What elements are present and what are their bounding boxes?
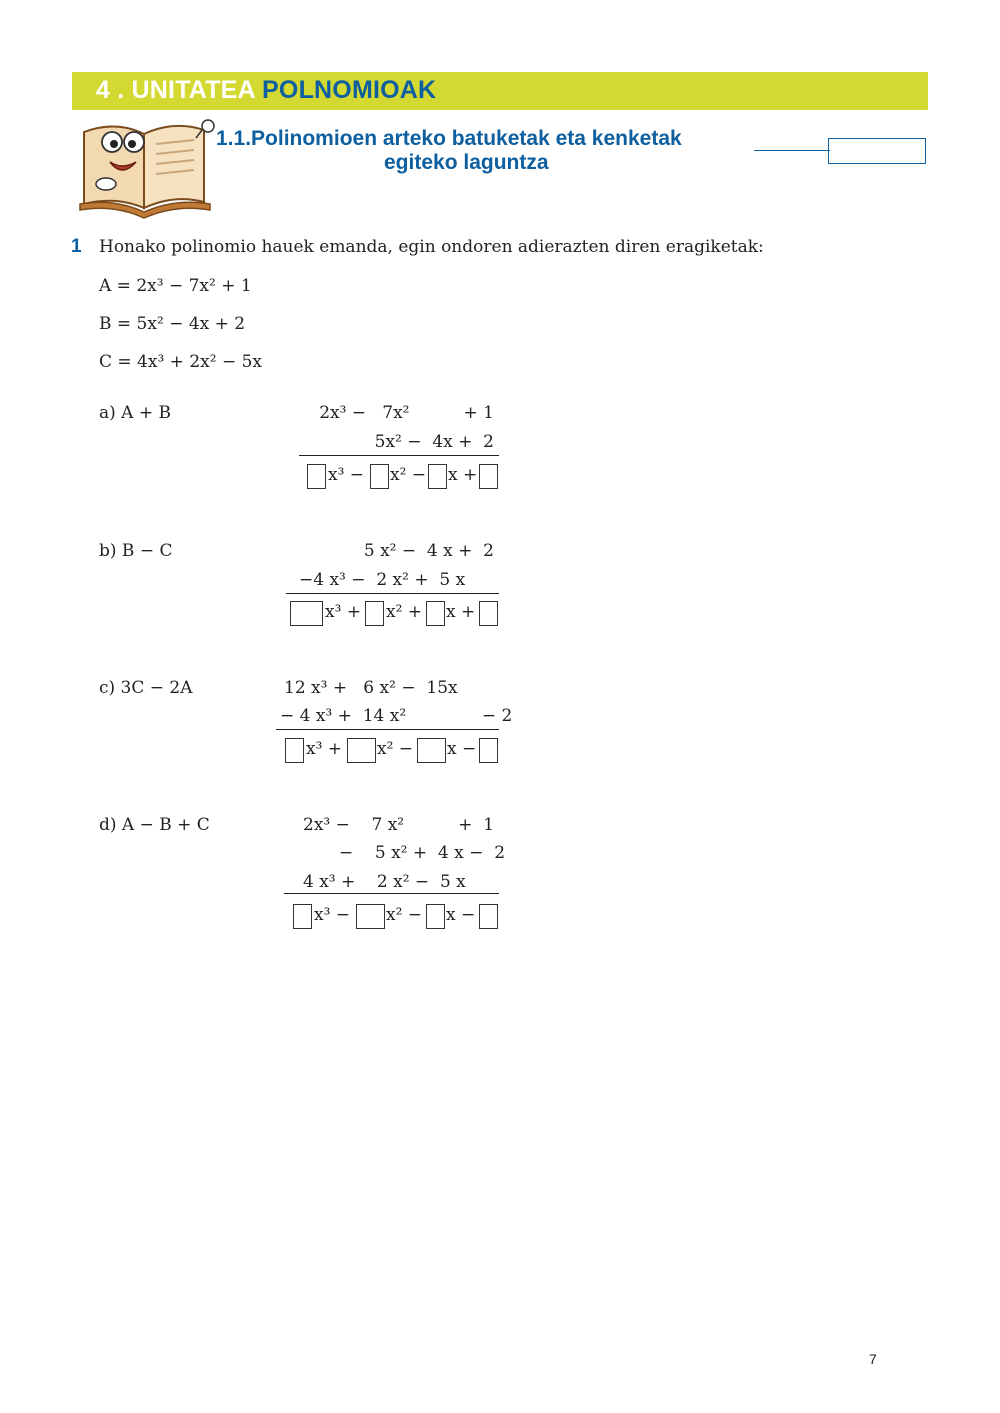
part-a-sign-1: x³ − — [328, 465, 365, 485]
part-b-label: b) B − C — [99, 541, 173, 561]
part-a-sum-line — [299, 455, 499, 456]
part-a-row1: 2x³ − 7x² + 1 — [319, 403, 494, 423]
unit-topic: POLNOMIOAK — [262, 76, 437, 104]
part-b-sum-line — [286, 593, 499, 594]
part-d-box-x2[interactable] — [356, 904, 385, 929]
page-title-continued: egiteko laguntza — [384, 151, 549, 174]
part-c-box-x3[interactable] — [285, 738, 304, 763]
part-c-sign-3: x − — [447, 739, 477, 759]
part-d-box-x3[interactable] — [293, 904, 312, 929]
part-d-row3: 4 x³ + 2 x² − 5 x — [303, 872, 466, 892]
part-c-sign-1: x³ + — [306, 739, 343, 759]
part-b-box-x2[interactable] — [365, 601, 384, 626]
part-c-sum-line — [276, 729, 499, 730]
part-b-box-x3[interactable] — [290, 601, 323, 626]
part-b-sign-3: x + — [446, 602, 476, 622]
part-a-sign-2: x² − — [390, 465, 427, 485]
part-d-sign-1: x³ − — [314, 905, 351, 925]
part-b-sign-2: x² + — [386, 602, 423, 622]
definition-b: B = 5x² − 4x + 2 — [99, 314, 246, 334]
book-mascot-icon — [76, 112, 216, 220]
definition-a: A = 2x³ − 7x² + 1 — [99, 276, 252, 296]
part-c-box-x2[interactable] — [347, 738, 376, 763]
part-b-row1: 5 x² − 4 x + 2 — [363, 541, 494, 561]
part-a-box-x2[interactable] — [370, 464, 389, 489]
title-underline — [754, 150, 830, 151]
part-c-sign-2: x² − — [377, 739, 414, 759]
part-a-box-x[interactable] — [428, 464, 447, 489]
part-c-box-x[interactable] — [417, 738, 446, 763]
part-c-row1: 12 x³ + 6 x² − 15x — [284, 678, 458, 698]
part-c-box-const[interactable] — [479, 738, 498, 763]
part-b-sign-1: x³ + — [325, 602, 362, 622]
part-a-row2: 5x² − 4x + 2 — [374, 432, 494, 452]
exercise-number: 1 — [71, 236, 82, 257]
part-d-label: d) A − B + C — [99, 815, 210, 835]
definition-c: C = 4x³ + 2x² − 5x — [99, 352, 263, 372]
part-a-label: a) A + B — [99, 403, 171, 423]
part-d-row2: − 5 x² + 4 x − 2 — [339, 843, 506, 863]
part-a-box-x3[interactable] — [307, 464, 326, 489]
page-number: 7 — [869, 1351, 877, 1367]
part-a-sign-3: x + — [448, 465, 478, 485]
part-d-box-x[interactable] — [426, 904, 445, 929]
part-c-row2: − 4 x³ + 14 x² − 2 — [280, 706, 513, 726]
score-box[interactable] — [828, 138, 926, 164]
part-a-answer-row — [307, 461, 502, 491]
unit-label: 4 . UNITATEA — [96, 76, 255, 104]
exercise-instruction: Honako polinomio hauek emanda, egin ondoren adierazten diren eragiketak: — [99, 237, 764, 257]
part-b-box-const[interactable] — [479, 601, 498, 626]
part-b-row2: −4 x³ − 2 x² + 5 x — [299, 570, 466, 590]
part-d-sign-3: x − — [446, 905, 476, 925]
part-d-sum-line — [284, 893, 499, 894]
part-c-answer-row — [285, 735, 500, 765]
part-a-box-const[interactable] — [479, 464, 498, 489]
part-d-answer-row — [293, 901, 503, 931]
page-title: 1.1.Polinomioen arteko batuketak eta kenketak — [216, 127, 682, 150]
part-b-answer-row — [290, 598, 500, 628]
part-b-box-x[interactable] — [426, 601, 445, 626]
unit-heading — [96, 76, 436, 105]
part-d-box-const[interactable] — [479, 904, 498, 929]
part-d-row1: 2x³ − 7 x² + 1 — [303, 815, 495, 835]
part-d-sign-2: x² − — [386, 905, 423, 925]
part-c-label: c) 3C − 2A — [99, 678, 193, 698]
